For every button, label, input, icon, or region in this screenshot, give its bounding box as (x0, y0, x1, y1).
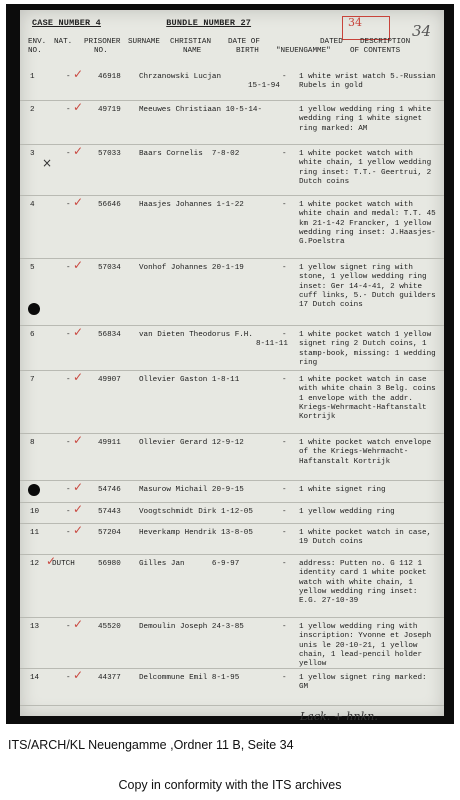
prisoner-name: Baars Cornelis 7-8-02 (139, 150, 240, 158)
contents: 1 white signet ring (299, 486, 386, 494)
table-row (20, 100, 444, 144)
env-no: 3 (30, 150, 35, 158)
contents: 1 white pocket watch with white chain and medal: T.T. 45 km 21-1-42 Francker, 1 yellow wedding ring inset: J.Haasjes- G.Poelstra (299, 201, 436, 247)
contents: 1 yellow signet ring with stone, 1 yellow wedding ring inset: Ger 14-4-41, 2 white cuff links, 5.- Dutch guilders 17 Dutch coins (299, 264, 436, 310)
nat: - (66, 376, 71, 384)
prisoner-name: Masurow Michail 20-9-15 (139, 486, 244, 494)
dated-dash: - (282, 560, 287, 568)
env-no: 12 (30, 560, 40, 568)
stamp-number: 34 (348, 16, 362, 29)
nat: - (66, 331, 71, 339)
nat: - (66, 73, 71, 81)
col-prisoner: PRISONER (84, 38, 121, 46)
nat: - (66, 674, 71, 682)
col-dated: DATED (320, 38, 343, 46)
table-row (20, 370, 444, 433)
contents: 1 yellow wedding ring 1 white wedding ring 1 white signet ring marked: AM (299, 106, 432, 133)
contents: 1 white pocket watch in case with white chain 3 Belg. coins 1 envelope with the addr. Kriegs-Wehrmacht-Haftanstalt Kortrijk (299, 376, 436, 422)
dated-dash: - (282, 486, 287, 494)
table-row (20, 480, 444, 502)
red-check-mark: ✓ (73, 480, 84, 494)
env-no: 13 (30, 623, 40, 631)
prisoner-name: Ollevier Gerard 12-9-12 (139, 439, 244, 447)
table-row (20, 502, 444, 523)
prisoner-no: 45520 (98, 623, 121, 631)
col-nat: NAT. (54, 38, 73, 46)
red-check-mark: ✓ (73, 523, 84, 537)
table-row (20, 554, 444, 617)
env-no: 1 (30, 73, 35, 81)
table-row (20, 195, 444, 258)
col-name: NAME (183, 47, 202, 55)
dated-dash: - (282, 508, 287, 516)
col-date-of: DATE OF (228, 38, 260, 46)
red-check-mark: ✓ (46, 554, 57, 568)
contents: 1 white pocket watch 1 yellow signet ring 2 Dutch coins, 1 stamp-book, missing: 1 wedding ring (299, 331, 436, 367)
prisoner-no: 56646 (98, 201, 121, 209)
red-check-mark: ✓ (73, 100, 84, 114)
env-no: 6 (30, 331, 35, 339)
document-sheet (20, 10, 444, 723)
dated-dash: - (282, 331, 287, 339)
birth-date: 15-1-94 (248, 82, 280, 90)
table-row (20, 617, 444, 668)
table-row (20, 68, 444, 100)
handwritten-signature: Lack. + hnkn. (300, 710, 378, 723)
env-no: 7 (30, 376, 35, 384)
dated-dash: - (282, 73, 287, 81)
red-check-mark: ✓ (73, 258, 84, 272)
prisoner-name: Heverkamp Hendrik 13-8-05 (139, 529, 253, 537)
env-no: 8 (30, 439, 35, 447)
prisoner-no: 57034 (98, 264, 121, 272)
prisoner-no: 54746 (98, 486, 121, 494)
col-of-contents: OF CONTENTS (350, 47, 401, 55)
contents: 1 yellow wedding ring (299, 508, 395, 516)
prisoner-no: 56980 (98, 560, 121, 568)
dated-dash: - (282, 376, 287, 384)
col-env-no: NO. (28, 47, 42, 55)
prisoner-name: Delcommune Emil 8-1-95 (139, 674, 240, 682)
nat: - (66, 439, 71, 447)
prisoner-no: 49719 (98, 106, 121, 114)
contents: 1 yellow signet ring marked: GM (299, 674, 427, 692)
prisoner-no: 56834 (98, 331, 121, 339)
contents: 1 white pocket watch envelope of the Kriegs-Wehrmacht-Haftanstalt Kortrijk (299, 439, 432, 466)
col-neuengamme: "NEUENGAMME" (276, 47, 331, 55)
prisoner-no: 44377 (98, 674, 121, 682)
env-no: 5 (30, 264, 35, 272)
archive-footer: Copy in conformity with the ITS archives (118, 778, 342, 792)
prisoner-no: 57443 (98, 508, 121, 516)
prisoner-name: Chrzanowski Lucjan (139, 73, 222, 81)
punched-hole (28, 303, 40, 315)
dated-dash: - (282, 201, 287, 209)
col-surname: SURNAME (128, 38, 160, 46)
nat: - (66, 201, 71, 209)
dated-dash: - (282, 150, 287, 158)
nat: - (66, 508, 71, 516)
nat: - (66, 486, 71, 494)
col-env: ENV. (28, 38, 47, 46)
prisoner-no: 46918 (98, 73, 121, 81)
red-check-mark: ✓ (73, 325, 84, 339)
birth-date: 8-11-11 (256, 340, 288, 348)
prisoner-name: Gilles Jan 6-9-97 (139, 560, 240, 568)
prisoner-name: Ollevier Gaston 1-8-11 (139, 376, 240, 384)
prisoner-name: Voogtschmidt Dirk 1-12-05 (139, 508, 253, 516)
col-prisoner-no: NO. (94, 47, 108, 55)
prisoner-no: 49907 (98, 376, 121, 384)
bundle-number: BUNDLE NUMBER 27 (166, 18, 252, 28)
nat: - (66, 529, 71, 537)
table-row (20, 258, 444, 325)
table-row (20, 144, 444, 195)
prisoner-name: van Dieten Theodorus F.H. (139, 331, 253, 339)
table-row (20, 668, 444, 705)
nat: - (66, 623, 71, 631)
case-bundle-header (32, 18, 251, 28)
contents: 1 white pocket watch with white chain, 1 yellow wedding ring inset: T.T.- Geertrui, 2 Dutch coins (299, 150, 432, 186)
archive-caption: ITS/ARCH/KL Neuengamme ,Ordner 11 B, Seite 34 (8, 738, 294, 752)
prisoner-name: Vonhof Johannes 20-1-19 (139, 264, 244, 272)
col-description: DESCRIPTION (360, 38, 411, 46)
prisoner-name: Demoulin Joseph 24-3-85 (139, 623, 244, 631)
red-check-mark: ✓ (73, 433, 84, 447)
contents: 1 white pocket watch in case, 19 Dutch coins (299, 529, 432, 547)
red-check-mark: ✓ (73, 502, 84, 516)
nat: - (66, 264, 71, 272)
contents: 1 white wrist watch 5.-Russian Rubels in gold (299, 73, 436, 91)
env-no: 2 (30, 106, 35, 114)
nat: - (66, 106, 71, 114)
prisoner-no: 49911 (98, 439, 121, 447)
red-check-mark: ✓ (73, 668, 84, 682)
dated-dash: - (282, 529, 287, 537)
table-row (20, 433, 444, 480)
nat: DUTCH (52, 560, 75, 568)
prisoner-no: 57204 (98, 529, 121, 537)
red-check-mark: ✓ (73, 67, 84, 81)
prisoner-name: Haasjes Johannes 1-1-22 (139, 201, 244, 209)
signature-row (20, 705, 444, 732)
col-birth: BIRTH (236, 47, 259, 55)
contents: address: Putten no. G 112 1 identity card 1 white pocket watch with white chain, 1 yellow wedding ring inset: E.G. 27-10-39 (299, 560, 427, 606)
dated-dash: - (282, 623, 287, 631)
dated-dash: - (282, 264, 287, 272)
env-no: 10 (30, 508, 40, 516)
dated-dash: - (282, 674, 287, 682)
table-row (20, 523, 444, 554)
red-check-mark: ✓ (73, 617, 84, 631)
red-check-mark: ✓ (73, 195, 84, 209)
contents: 1 yellow wedding ring with inscription: Yvonne et Joseph unis le 20-10-21, 1 yellow chain, 1 lead-pencil holder yellow (299, 623, 432, 669)
prisoner-no: 57033 (98, 150, 121, 158)
col-christian: CHRISTIAN (170, 38, 212, 46)
handwritten-page-number: 34 (412, 22, 432, 40)
inventory-table (20, 68, 444, 732)
cross-mark-icon: × (42, 156, 53, 170)
env-no (30, 486, 35, 495)
dated-dash: - (282, 439, 287, 447)
nat: - (66, 150, 71, 158)
table-row (20, 325, 444, 370)
red-check-mark: ✓ (73, 144, 84, 158)
prisoner-name: Meeuwes Christiaan 10-5-14- (139, 106, 263, 114)
red-check-mark: ✓ (73, 370, 84, 384)
env-no: 4 (30, 201, 35, 209)
env-no: 11 (30, 529, 40, 537)
column-headers (28, 38, 438, 66)
case-number: CASE NUMBER 4 (32, 18, 101, 28)
env-no: 14 (30, 674, 40, 682)
